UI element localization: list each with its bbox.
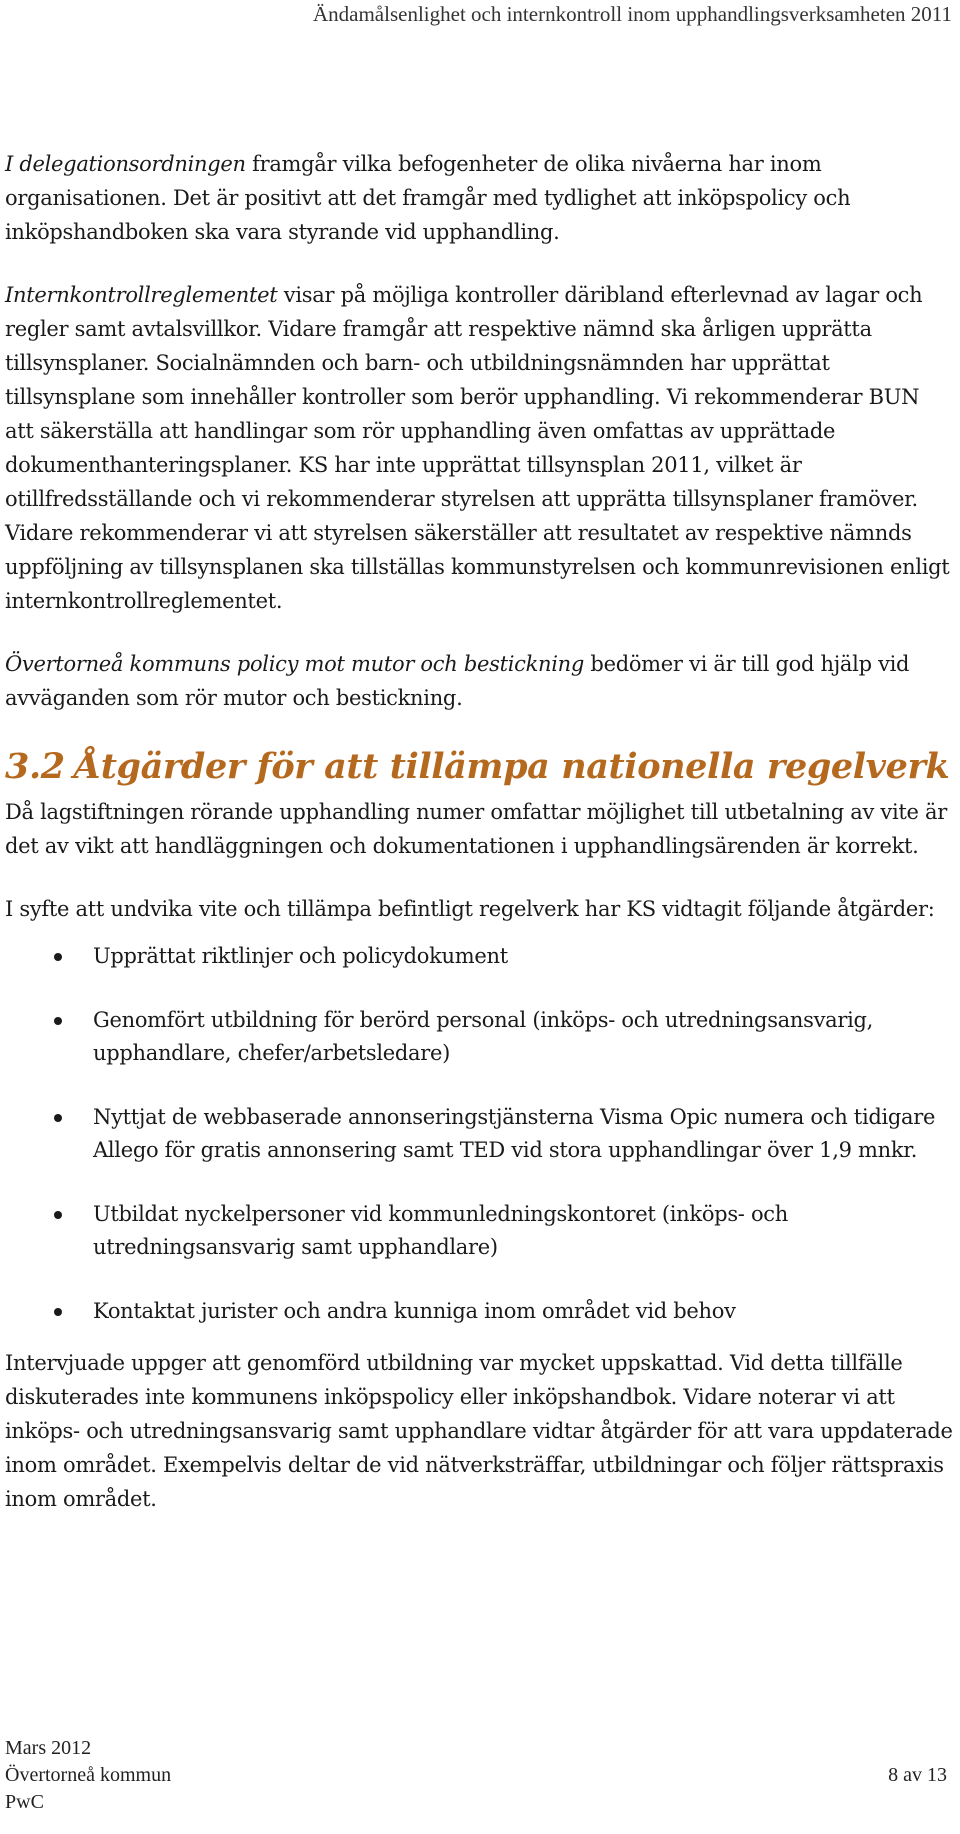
list-item-text: Kontaktat jurister och andra kunniga inom området vid behov xyxy=(93,1299,736,1323)
paragraph-lead-in: I syfte att undvika vite och tillämpa befintligt regelverk har KS vidtagit följande åtgärder: xyxy=(5,897,935,921)
bullet-icon xyxy=(54,1211,62,1219)
list-item-text: Upprättat riktlinjer och policydokument xyxy=(93,944,508,968)
paragraph-internkontroll xyxy=(5,278,953,618)
paragraph-text: visar på möjliga kontroller däribland efterlevnad av lagar och regler samt avtalsvillkor. Vidare framgår att respektive nämnd ska årligen upprätta tillsynsplaner. Socialnämnden och barn- och utbildningsnämnden har upprättat tillsynsplane som innehåller kontroller som berör upphandling. Vi rekommenderar BUN att säkerställa att handlingar som rör upphandling även omfattas av upprättade dokumenthanteringsplaner. KS har inte upprättat tillsynsplan 2011, vilket är otillfredsställande och vi rekommenderar styrelsen att upprätta tillsynsplaner framöver. Vidare rekommenderar vi att styrelsen säkerställer att resultatet av respektive nämnds uppföljning av tillsynsplanen ska tillställas kommunstyrelsen och kommunrevisionen enligt internkontrollreglementet. xyxy=(5,283,950,613)
bullet-icon xyxy=(54,1114,62,1122)
footer-date: Mars 2012 xyxy=(5,1737,92,1759)
list-item-text: Genomfört utbildning för berörd personal (inköps- och utredningsansvarig, upphandlare, chefer/arbetsledare) xyxy=(93,1008,874,1065)
bullet-icon xyxy=(54,1017,62,1025)
bullet-icon xyxy=(54,1308,62,1316)
section-number: 3.2 xyxy=(5,746,65,787)
paragraph-section-intro: Då lagstiftningen rörande upphandling numer omfattar möjlighet till utbetalning av vite är det av vikt att handläggningen och dokumentationen i upphandlingsärenden är korrekt. xyxy=(5,800,947,858)
section-title: Åtgärder för att tillämpa nationella regelverk xyxy=(74,746,950,787)
list-item xyxy=(5,1101,953,1167)
italic-term: Internkontrollreglementet xyxy=(5,283,278,307)
paragraph-mutor-policy xyxy=(5,647,953,715)
page-footer xyxy=(5,1735,953,1816)
list-item xyxy=(5,1198,953,1264)
list-item-text: Nyttjat de webbaserade annonseringstjänsterna Visma Opic numera och tidigare Allego för gratis annonsering samt TED vid stora upphandlingar över 1,9 mnkr. xyxy=(93,1105,936,1162)
paragraph-closing: Intervjuade uppger att genomförd utbildning var mycket uppskattad. Vid detta tillfälle diskuterades inte kommunens inköpspolicy eller inköpshandbok. Vidare noterar vi att inköps- och utredningsansvarig samt upphandlare vidtar åtgärder för att vara uppdaterade inom området. Exempelvis deltar de vid nätverksträffar, utbildningar och följer rättspraxis inom området. xyxy=(5,1351,953,1511)
list-item-text: Utbildat nyckelpersoner vid kommunledningskontoret (inköps- och utredningsansvarig samt upphandlare) xyxy=(93,1202,788,1259)
paragraph-delegationsordning xyxy=(5,147,953,249)
footer-organization: Övertorneå kommun xyxy=(5,1764,172,1786)
italic-term: Övertorneå kommuns policy mot mutor och bestickning xyxy=(5,652,585,676)
measures-list xyxy=(5,940,953,1328)
page-content xyxy=(5,147,953,1545)
list-item xyxy=(5,1004,953,1070)
paragraph-text: bedömer vi är till god hjälp vid avväganden som rör mutor och bestickning. xyxy=(5,652,910,710)
footer-company: PwC xyxy=(5,1791,44,1813)
bullet-icon xyxy=(54,953,62,961)
running-header: Ändamålsenlighet och internkontroll inom upphandlingsverksamheten 2011 xyxy=(312,2,952,26)
page-number: 8 av 13 xyxy=(888,1764,947,1786)
list-item xyxy=(5,1295,953,1328)
list-item xyxy=(5,940,953,973)
paragraph-text: framgår vilka befogenheter de olika nivåerna har inom organisationen. Det är positivt att det framgår med tydlighet att inköpspolicy och inköpshandboken ska vara styrande vid upphandling. xyxy=(5,152,851,244)
section-heading xyxy=(5,744,953,789)
italic-term: I delegationsordningen xyxy=(5,152,246,176)
